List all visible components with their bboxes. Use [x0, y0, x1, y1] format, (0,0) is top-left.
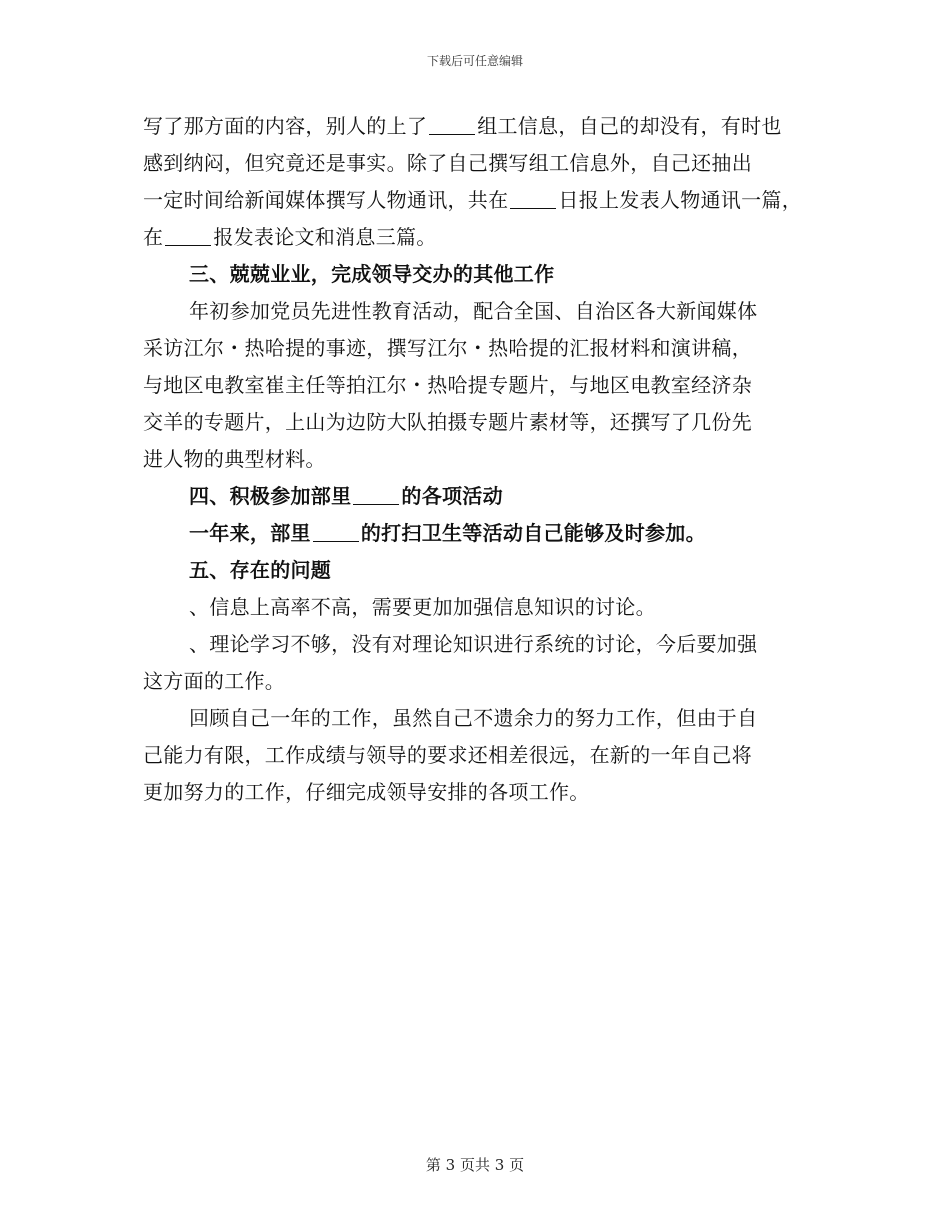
text-line: 这方面的工作。 — [143, 669, 286, 693]
text-line: 更加努力的工作，仔细完成领导安排的各项工作。 — [143, 780, 590, 804]
text-line — [143, 219, 823, 256]
text-line — [143, 182, 823, 219]
text-segment: 写了那方面的内容，别人的上了 — [143, 114, 428, 138]
text-segment: 一定时间给新闻媒体撰写人物通讯，共在 — [143, 188, 509, 212]
text-line: 、理论学习不够，没有对理论知识进行系统的讨论，今后要加强 — [189, 632, 758, 656]
text-line — [143, 108, 823, 145]
blank-underline — [510, 186, 556, 209]
blank-underline — [429, 112, 475, 135]
document-body — [143, 108, 823, 811]
text-segment: 日报上发表人物通讯一篇， — [558, 188, 803, 212]
text-line: 采访江尔・热哈提的事迹，撰写江尔・热哈提的汇报材料和演讲稿， — [143, 336, 752, 360]
text-line: 、信息上高率不高，需要更加加强信息知识的讨论。 — [189, 595, 656, 619]
section-heading-3: 三、兢兢业业，完成领导交办的其他工作 — [189, 262, 555, 286]
blank-underline — [353, 482, 399, 505]
text-segment: 的各项活动 — [401, 484, 503, 508]
page-footer: 第 3 页共 3 页 — [425, 1156, 525, 1174]
text-line: 回顾自己一年的工作，虽然自己不遗余力的努力工作，但由于自 — [189, 706, 758, 730]
text-line: 与地区电教室崔主任等拍江尔・热哈提专题片，与地区电教室经济杂 — [143, 373, 752, 397]
text-segment: 报发表论文和消息三篇。 — [213, 225, 437, 249]
text-line: 年初参加党员先进性教育活动，配合全国、自治区各大新闻媒体 — [189, 299, 758, 323]
text-line: 交羊的专题片，上山为边防大队拍摄专题片素材等，还撰写了几份先 — [143, 410, 752, 434]
text-line: 进人物的典型材料。 — [143, 447, 326, 471]
text-line: 感到纳闷，但究竟还是事实。除了自己撰写组工信息外，自己还抽出 — [143, 151, 752, 175]
text-segment: 在 — [143, 225, 164, 249]
text-segment: 组工信息，自己的却没有，有时也 — [477, 114, 782, 138]
blank-underline — [165, 223, 211, 246]
page-header: 下载后可任意编辑 — [426, 54, 523, 68]
text-segment: 四、积极参加部里 — [189, 484, 352, 508]
text-segment: 的打扫卫生等活动自己能够及时参加。 — [360, 521, 706, 545]
text-segment: 一年来，部里 — [189, 521, 311, 545]
text-line — [143, 515, 823, 552]
section-heading-4 — [143, 478, 823, 515]
text-line: 己能力有限，工作成绩与领导的要求还相差很远，在新的一年自己将 — [143, 743, 752, 767]
blank-underline — [313, 519, 359, 542]
section-heading-5: 五、存在的问题 — [189, 558, 332, 582]
